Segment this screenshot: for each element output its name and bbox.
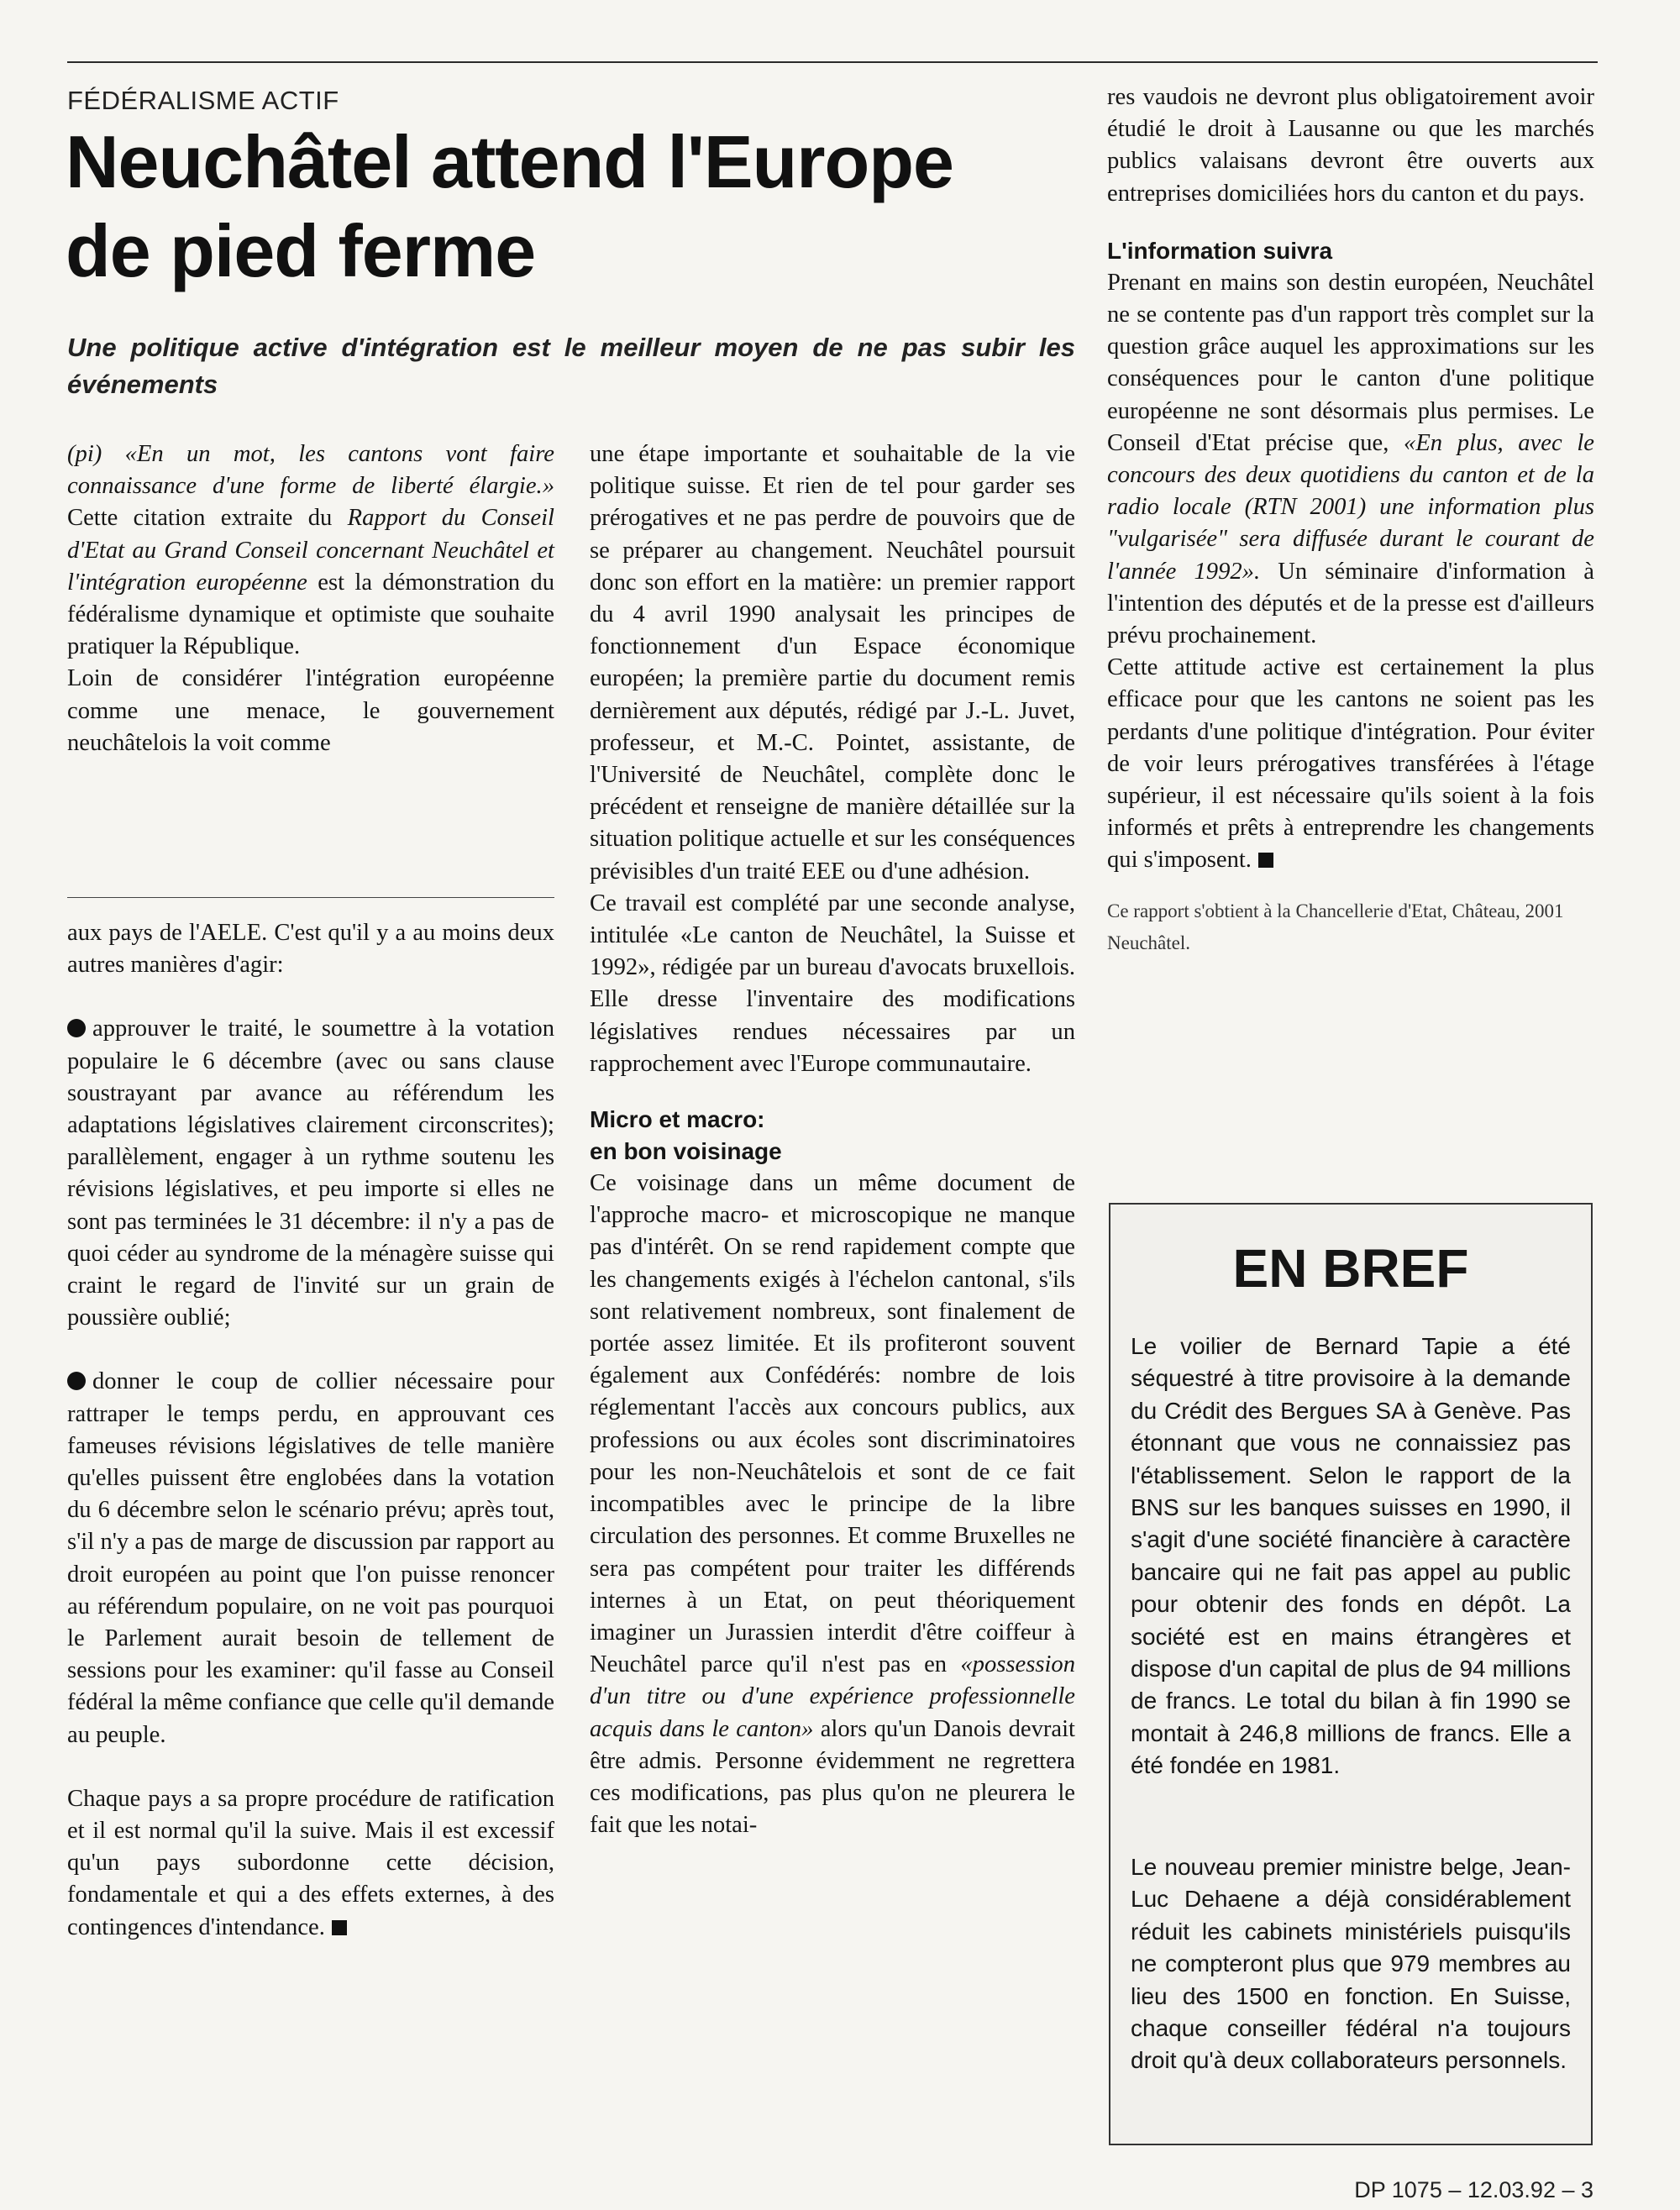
headline [66,118,1090,296]
end-mark-icon [332,1920,347,1935]
headline-line-2: de pied ferme [66,209,536,292]
paragraph-text: Cette attitude active est certainement la plus efficace pour que les cantons ne soient pas les perdants d'une politique d'intégration. Pour éviter de voir leurs prérogatives transférées à l'étage supérieur, il est nécessaire qu'ils soient à la fois informés et prêts à entreprendre les changements qui s'imposent. [1107,654,1594,874]
brief-item: Le nouveau premier ministre belge, Jean-Luc Dehaene a déjà considérablement réduit les cabinets ministériels puisqu'ils ne compteront plus que 979 membres au lieu des 1500 en fonction. En Suisse, chaque conseiller fédéral n'a toujours droit qu'à deux collaborateurs personnels. [1131,1854,1571,2074]
paragraph: aux pays de l'AELE. C'est qu'il y a au moins deux autres manières d'agir: [67,920,554,979]
column-divider-rule [67,897,554,898]
brief-item: Le voilier de Bernard Tapie a été séquestré à titre provisoire à la demande du Crédit des Bergues SA à Genève. Pas étonnant que vous ne connaissiez pas l'établissement. Selon le rapport de la BNS sur les banques suisses en 1990, il s'agit d'une société financière à caractère bancaire qui ne fait pas appel au public pour obtenir des fonds en dépôt. La société est en mains étrangères et dispose d'un capital de plus de 94 millions de francs. Le total du bilan à fin 1990 se montait à 246,8 millions de francs. Elle a été fondée en 1981. [1131,1333,1571,1779]
paragraph [1107,267,1594,652]
column-3 [1107,81,1594,959]
paragraph: Loin de considérer l'intégration européenne comme une menace, le gouvernement neuchâtelois la voit comme [67,665,554,756]
column-1-bottom [67,917,554,1944]
paragraph: une étape importante et souhaitable de la vie politique suisse. Et rien de tel pour garder ses prérogatives et ne pas perdre de pouvoirs que de se préparer au changement. Neuchâtel poursuit donc son effort en la matière: un premier rapport du 4 avril 1990 analysait les principes de fonctionnement d'un Espace économique européen; la première partie du document remis dernièrement aux députés, rédigé par J.-L. Juvet, professeur, et M.-C. Pointet, assistante, de l'Université de Neuchâtel, complète donc le précédent et renseigne de manière détaillée sur la situation politique actuelle et sur les conséquences prévisibles d'un traité EEE ou d'une adhésion. [590,441,1075,885]
paragraph: res vaudois ne devront plus obligatoirement avoir étudié le droit à Lausanne ou que les marchés publics valaisans devront être ouverts aux entreprises domiciliées hors du canton et du pays. [1107,84,1594,207]
bullet-text: approuver le traité, le soumettre à la votation populaire le 6 décembre (avec ou sans clause soustrayant par avance au référendum les adaptations législatives clairement circonscrites); parallèlement, engager à un rythme soutenu les révisions législatives, et peu importe si elles ne sont pas terminées le 31 décembre: il n'y a pas de quoi céder au syndrome de la ménagère suisse qui craint le regard de l'invité sur un grain de poussière oublié; [67,1016,554,1331]
report-title: Rapport du Conseil d'Etat au Grand Conseil concernant Neuchâtel et l'intégration européenne [67,505,554,596]
bullet-text: donner le coup de collier nécessaire pour rattraper le temps perdu, en approuvant ces fameuses révisions législatives de telle manière qu'elles puissent être englobées dans la votation du 6 décembre selon le scénario prévu; après tout, s'il n'y a pas de marge de discussion par rapport au droit européen au point que l'on puisse renoncer au référendum populaire, on ne voit pas pourquoi le Parlement aurait besoin de tellement de sessions pour les examiner: qu'il fasse au Conseil fédéral la même confiance que celle qu'il demande au peuple. [67,1368,554,1748]
top-rule [67,61,1598,63]
paragraph-text: Chaque pays a sa propre procédure de ratification et il est normal qu'il la suive. Mais il est excessif qu'un pays subordonne cette décision, fondamentale et qui a des effets externes, à des contingences d'intendance. [67,1785,554,1940]
column-2 [590,438,1075,1841]
byline: (pi) [67,441,102,467]
page-footer: DP 1075 – 12.03.92 – 3 [1354,2177,1593,2202]
text: Ce voisinage dans un même document de l'approche macro- et microscopique ne manque pas d'intérêt. On se rend rapidement compte que les changements exigés à l'échelon cantonal, s'ils sont relativement nombreux, sont finalement de portée assez limitée. Et ils profiteront souvent également aux Confédérés: nombre de lois réglementant l'accès aux concours publics, aux professions ou aux écoles sont discriminatoires pour les non-Neuchâtelois et sont de ce fait incompatibles avec le principe de la libre circulation des personnes. Et comme Bruxelles ne sera pas compétent pour traiter les différends internes à un Etat, on peut théoriquement imaginer un Jurassien interdit d'être coiffeur à Neuchâtel parce qu'il n'est pas en [590,1170,1075,1678]
bullet-item [67,1366,554,1751]
quote: «En plus, avec le concours des deux quotidiens du canton et de la radio locale (RTN 2001) une information plus "vulgarisée" sera diffusée durant le courant de l'année 1992». [1107,429,1594,585]
quote: «possession d'un titre ou d'une expérience professionnelle acquis dans le canton» [590,1651,1076,1742]
text: Cette citation extraite du [67,505,333,532]
text: Prenant en mains son destin européen, Neuchâtel ne se contente pas d'un rapport très complet sur la question grâce auquel les approximations sur les conséquences pour le canton d'une politique européenne ne sont désormais plus permises. Le Conseil d'Etat précise que, [1107,269,1594,456]
paragraph [67,1783,554,1944]
text: Un séminaire d'information à l'intention des députés et de la presse est d'ailleurs prévu prochainement. [1107,558,1594,649]
paragraph [590,1168,1075,1841]
subheading: Micro et macro: en bon voisinage [590,1106,782,1165]
quote: «En un mot, les cantons vont faire connaissance d'une forme de liberté élargie.» [67,441,554,500]
en-bref-box [1109,1203,1593,2145]
paragraph [1107,652,1594,876]
deck: Une politique active d'intégration est le meilleur moyen de ne pas subir les événements [67,333,1075,399]
paragraph: Ce travail est complété par une seconde analyse, intitulée «Le canton de Neuchâtel, la Suisse et 1992», rédigée par un bureau d'avocats bruxellois. Elle dresse l'inventaire des modifications législatives rendues nécessaires par un rapprochement avec l'Europe communautaire. [590,890,1075,1077]
footnote: Ce rapport s'obtient à la Chancellerie d'Etat, Château, 2001 Neuchâtel. [1107,900,1564,953]
bullet-icon [67,1019,86,1037]
end-mark-icon [1258,853,1273,868]
paragraph [67,438,554,663]
section-kicker: FÉDÉRALISME ACTIF [67,86,339,115]
box-title: EN BREF [1232,1238,1469,1299]
column-1-top [67,438,554,759]
bullet-icon [67,1372,86,1390]
text: est la démonstration du fédéralisme dynamique et optimiste que souhaite pratiquer la République. [67,569,554,660]
bullet-item [67,1013,554,1334]
text: alors qu'un Danois devrait être admis. Personne évidemment ne regrettera ces modifications, pas plus qu'on ne pleurera le fait que les notai- [590,1715,1075,1839]
headline-line-1: Neuchâtel attend l'Europe [66,120,953,203]
subheading: L'information suivra [1107,237,1333,264]
